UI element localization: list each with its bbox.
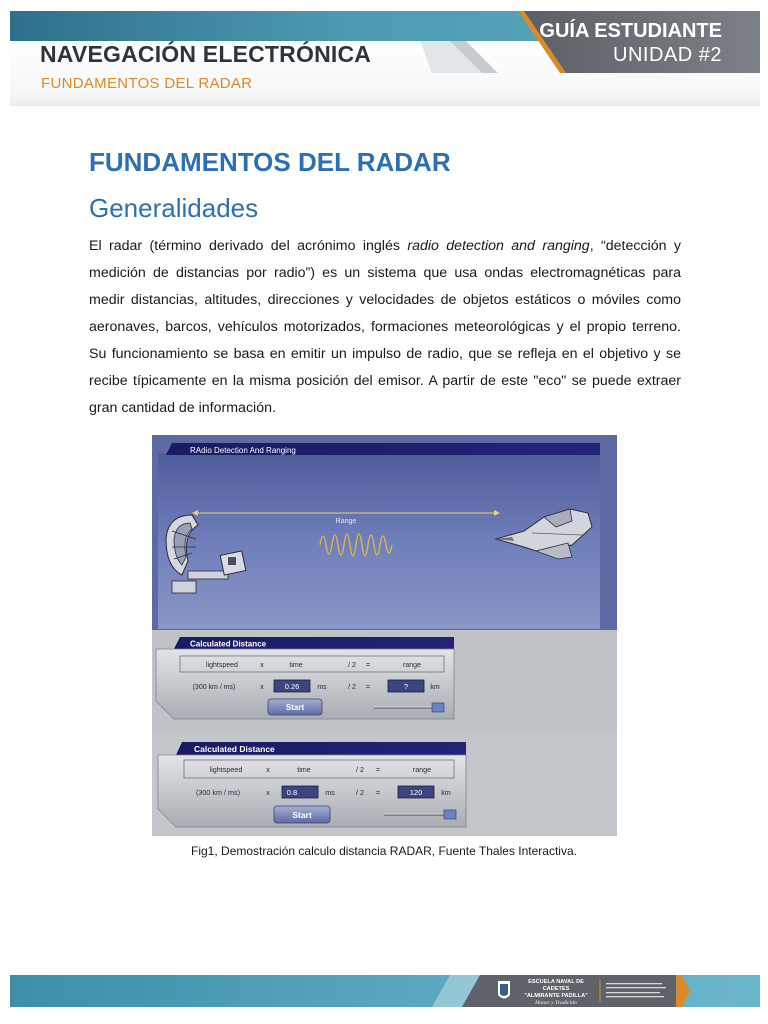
section-heading: FUNDAMENTOS DEL RADAR (89, 147, 451, 177)
paragraph-text-rest: , “detección y medición de distancias por radio”) es un sistema que usa ondas electromagnéticas para medir distancias, altitudes, direcciones y velocidades de objetos estáticos o móviles como aeronaves, barcos, vehículos motorizados, formaciones meteorológicas y el propio terreno. Su funcionamiento se basa en emitir un impulso de radio, que se refleja en el objetivo y se recibe típicamente en la misma posición del emisor. A partir de este "eco" se puede extraer gran cantidad de información. (89, 238, 681, 416)
calc2-range-value: 120 (409, 788, 423, 797)
radar-top-panel (152, 435, 617, 630)
header-badge-title: GUÍA ESTUDIANTE (539, 20, 722, 42)
calc1-header-range: range (403, 662, 421, 669)
calc1-start-label: Start (285, 703, 305, 712)
calc2-div: / 2 (356, 788, 364, 797)
distance-calculator-1 (152, 634, 617, 726)
calc2-range-unit: km (441, 788, 451, 797)
calc1-header-div: / 2 (348, 662, 356, 669)
calc1-eq: = (365, 684, 371, 691)
radar-figure (152, 435, 617, 836)
paragraph-italic-term: radio detection and ranging (407, 238, 590, 254)
top-panel-title: RAdio Detection And Ranging (190, 446, 296, 455)
calc1-header-eq: = (365, 662, 371, 669)
figure-caption: Fig1, Demostración calculo distancia RADAR, Fuente Thales Interactiva. (191, 844, 577, 858)
calc2-header-lightspeed: lightspeed (209, 765, 243, 774)
calc2-header-x: x (266, 765, 270, 774)
calc2-header-div: / 2 (356, 765, 364, 774)
calc1-time-value: 0.26 (284, 682, 300, 691)
calc1-range-value: ? (403, 682, 409, 691)
range-label: Range (335, 518, 357, 525)
school-motto: Honor y Tradición (535, 1000, 577, 1006)
footer-band (10, 975, 760, 1007)
paragraph-text-start: El radar (término derivado del acrónimo inglés (89, 238, 408, 254)
calc1-div: / 2 (348, 684, 356, 691)
header-title: NAVEGACIÓN ELECTRÓNICA (40, 41, 372, 67)
calc1-header-lightspeed: lightspeed (206, 662, 238, 669)
calc2-header-range: range (412, 765, 432, 774)
calc1-time-unit: ms (317, 684, 327, 691)
school-name (520, 979, 592, 1007)
calc2-speed: (300 km / ms) (196, 788, 240, 797)
calc2-eq: = (375, 788, 381, 797)
school-name-line1: ESCUELA NAVAL DE CADETES (528, 979, 584, 992)
radar-figure-svg (152, 435, 617, 836)
calc1-header-time: time (289, 662, 303, 669)
intro-paragraph (89, 233, 681, 422)
calc2-title: Calculated Distance (194, 744, 275, 754)
calc2-x: x (266, 788, 270, 797)
section-subheading: Generalidades (89, 193, 259, 223)
calc2-header-time: time (297, 765, 311, 774)
calc2-slider-handle[interactable] (444, 810, 456, 819)
school-name-line2: "ALMIRANTE PADILLA" (524, 993, 588, 999)
calc1-x: x (260, 684, 264, 691)
header-badge-unit: UNIDAD #2 (613, 44, 722, 66)
page-header (10, 11, 760, 106)
calc1-range-unit: km (430, 684, 440, 691)
header-subtitle: FUNDAMENTOS DEL RADAR (41, 75, 253, 92)
calc2-time-value: 0.8 (286, 788, 298, 797)
distance-calculator-2 (152, 731, 617, 836)
school-crest-icon (498, 981, 510, 999)
calc1-header-x: x (260, 662, 264, 669)
page-footer (10, 975, 760, 1007)
calc1-start-button[interactable] (268, 699, 322, 715)
calc2-time-unit: ms (325, 788, 335, 797)
calc1-title: Calculated Distance (190, 639, 267, 649)
calc2-header-eq: = (375, 765, 381, 774)
calc2-start-label: Start (292, 810, 312, 820)
calc1-speed: (300 km / ms) (192, 684, 236, 691)
calc2-start-button[interactable] (274, 806, 330, 823)
calc1-slider-handle[interactable] (432, 703, 444, 712)
